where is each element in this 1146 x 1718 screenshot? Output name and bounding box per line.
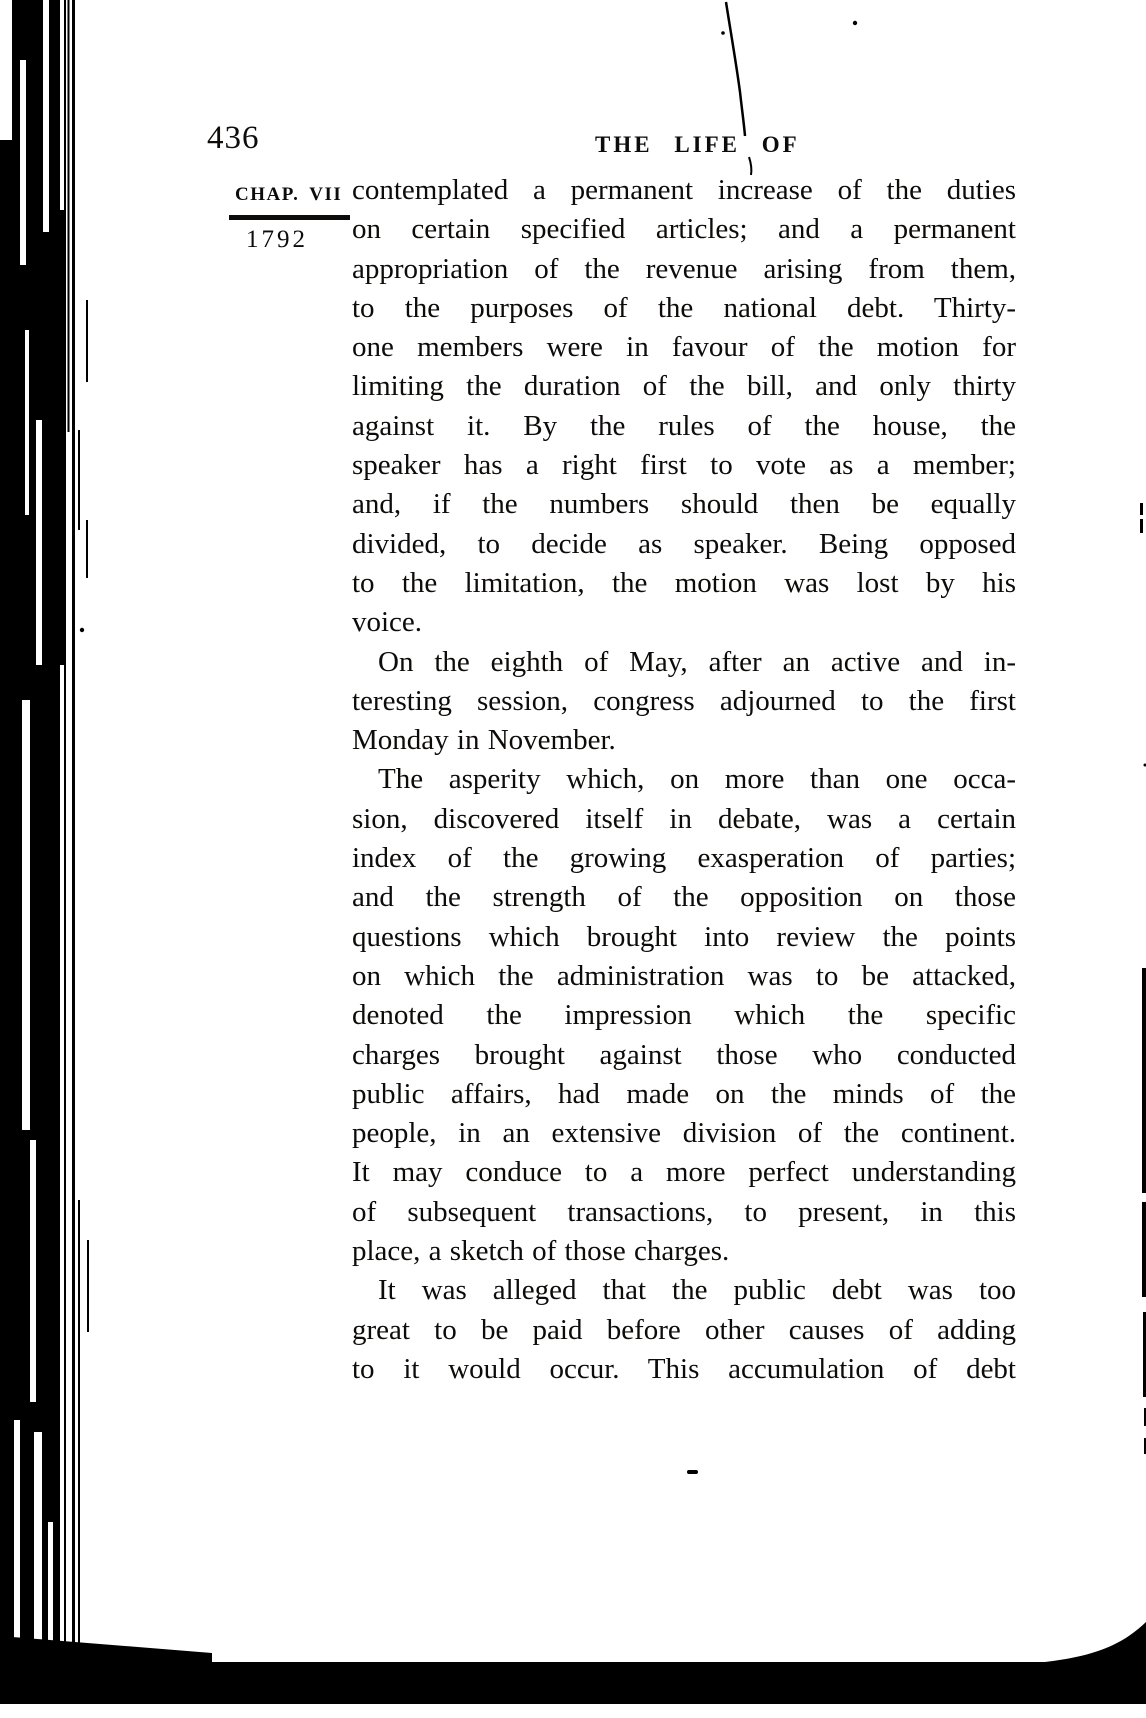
text-line: questions which brought into review the points (352, 920, 1016, 953)
chapter-rule (229, 215, 350, 220)
text-line: limiting the duration of the bill, and only thirty (352, 370, 1016, 403)
text-line: denoted the impression which the specific (352, 999, 1016, 1032)
text-line: on certain specified articles; and a permanent (352, 213, 1016, 246)
text-line: and, if the numbers should then be equally (352, 488, 1016, 521)
paragraph (352, 1271, 1016, 1389)
text-line: speaker has a right first to vote as a member; (352, 449, 1016, 482)
body-text (352, 171, 1016, 1389)
scan-bottom-bar (0, 1622, 1146, 1704)
text-line: and the strength of the opposition on those (352, 881, 1016, 914)
text-line: to the limitation, the motion was lost by his (352, 566, 1016, 599)
text-line: on which the administration was to be attacked, (352, 959, 1016, 992)
text-line: It was alleged that the public debt was too (378, 1274, 1016, 1307)
text-line: of subsequent transactions, to present, in this (352, 1195, 1016, 1228)
text-line: people, in an extensive division of the continent. (352, 1117, 1016, 1150)
paragraph (352, 760, 1016, 1271)
running-header: THE LIFE OF (595, 132, 800, 157)
text-line: against it. By the rules of the house, the (352, 409, 1016, 442)
text-line: divided, to decide as speaker. Being opposed (352, 527, 1016, 560)
text-line: The asperity which, on more than one occa- (378, 763, 1016, 796)
text-line: contemplated a permanent increase of the duties (352, 174, 1016, 206)
page-number: 436 (207, 120, 260, 156)
text-line: place, a sketch of those charges. (352, 1235, 730, 1268)
text-line: charges brought against those who conducted (352, 1038, 1016, 1071)
text-line: Monday in November. (352, 724, 616, 757)
scan-right-edge-marks (1140, 503, 1146, 1454)
text-line: public affairs, had made on the minds of the (352, 1077, 1016, 1110)
chapter-label: CHAP. VII (235, 184, 343, 205)
text-line: appropriation of the revenue arising from them, (352, 252, 1016, 285)
text-line: to the purposes of the national debt. Thirty- (352, 291, 1016, 324)
year-label: 1792 (246, 226, 308, 253)
scan-gutter-artifact (0, 0, 89, 1662)
text-line: On the eighth of May, after an active and in- (378, 645, 1016, 678)
paragraph (352, 643, 1016, 761)
text-line: one members were in favour of the motion for (352, 331, 1016, 364)
paragraph (352, 171, 1016, 643)
text-line: great to be paid before other causes of adding (352, 1313, 1016, 1346)
text-line: teresting session, congress adjourned to the first (352, 684, 1016, 717)
text-line: index of the growing exasperation of parties; (352, 842, 1016, 875)
text-line: to it would occur. This accumulation of debt (352, 1352, 1016, 1385)
text-line: sion, discovered itself in debate, was a certain (352, 802, 1016, 835)
text-line: voice. (352, 606, 423, 639)
text-line: It may conduce to a more perfect understanding (352, 1156, 1016, 1189)
